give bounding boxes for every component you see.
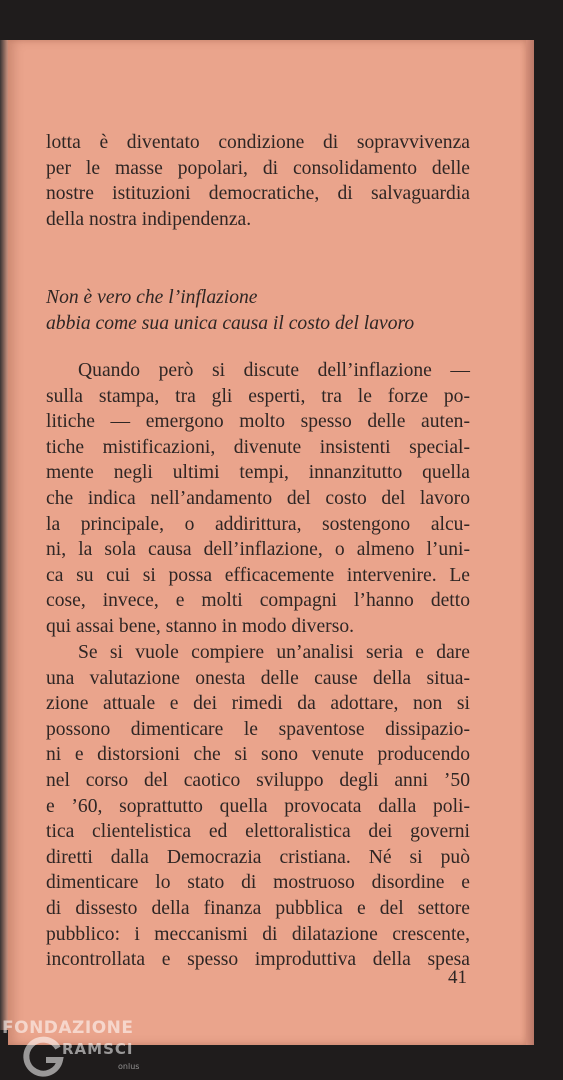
text-line: qui assai bene, stanno in modo diverso. xyxy=(46,615,355,637)
text-line: pubblico: i meccanismi di dilatazione crescente, xyxy=(46,923,470,945)
text-line: e ’60, soprattutto quella provocata dalla poli- xyxy=(46,795,470,817)
text-line: ni e distorsioni che si sono venute producendo xyxy=(46,744,470,766)
text-line: Se si vuole compiere un’analisi seria e dare xyxy=(78,642,470,663)
text-line: ni, la sola causa dell’inflazione, o almeno l’uni- xyxy=(46,539,470,561)
section-heading xyxy=(46,285,476,337)
text-line: una valutazione onesta delle cause della situa- xyxy=(46,667,470,689)
paragraph-3 xyxy=(46,640,470,973)
text-line: lotta è diventato condizione di sopravvivenza xyxy=(46,132,470,153)
page-edge xyxy=(526,40,534,1045)
watermark-line-2: RAMSCI xyxy=(62,1040,134,1058)
text-line: di dissesto della finanza pubblica e del settore xyxy=(46,897,470,919)
page-number: 41 xyxy=(448,967,467,988)
text-line: per le masse popolari, di consolidamento delle xyxy=(46,157,470,179)
text-line: nel corso del caotico sviluppo degli anni ’50 xyxy=(46,769,470,791)
text-line: diretti dalla Democrazia cristiana. Né si può xyxy=(46,846,470,868)
heading-line: abbia come sua unica causa il costo del lavoro xyxy=(46,313,415,334)
text-line: cose, invece, e molti compagni l’hanno detto xyxy=(46,590,470,612)
text-line: ca su cui si possa efficacemente intervenire. Le xyxy=(46,564,470,586)
text-line: nostre istituzioni democratiche, di salvaguardia xyxy=(46,183,470,205)
text-line: possono dimenticare le spaventose dissipazio- xyxy=(46,718,470,740)
watermark-logo xyxy=(0,1018,150,1080)
text-line: sulla stampa, tra gli esperti, tra le forze po- xyxy=(46,385,470,407)
text-line: che indica nell’andamento del costo del lavoro xyxy=(46,487,470,509)
text-line: mente negli ultimi tempi, innanzitutto quella xyxy=(46,462,470,484)
heading-line: Non è vero che l’inflazione xyxy=(46,287,258,308)
text-line: tica clientelistica ed elettoralistica dei governi xyxy=(46,821,470,843)
text-line: litiche — emergono molto spesso delle auten- xyxy=(46,411,470,433)
g-logo-icon xyxy=(22,1036,64,1078)
watermark-onlus: onlus xyxy=(118,1062,140,1071)
text-line: tiche mistificazioni, divenute insistenti special- xyxy=(46,436,470,458)
text-line: zione attuale e dei rimedi da adottare, non si xyxy=(46,693,470,715)
book-page xyxy=(8,40,526,1045)
text-line: la principale, o addirittura, sostengono alcu- xyxy=(46,513,470,535)
text-line: incontrollata e spesso improduttiva della spesa xyxy=(46,949,470,971)
text-line: Quando però si discute dell’inflazione — xyxy=(78,360,470,381)
paragraph-1 xyxy=(46,130,470,232)
text-line: dimenticare lo stato di mostruoso disordine e xyxy=(46,872,470,894)
paragraph-2 xyxy=(46,358,470,640)
text-line: della nostra indipendenza. xyxy=(46,208,252,230)
watermark-line-1: FONDAZIONE xyxy=(2,1018,134,1038)
